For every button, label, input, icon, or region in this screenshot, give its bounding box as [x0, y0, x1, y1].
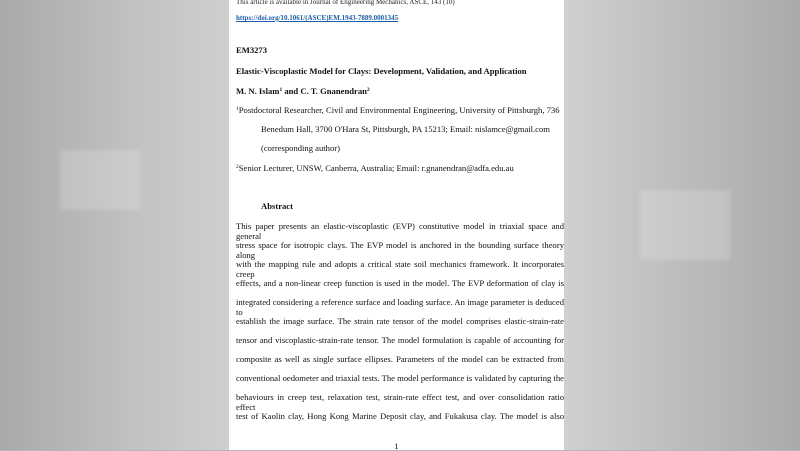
author-and: and — [282, 86, 301, 96]
abstract-line: with the mapping rule and adopts a critical state soil mechanics framework. It incorporates creep — [236, 259, 564, 279]
abstract-line: composite as well as single surface ellipses. Parameters of the model can be extracted from — [236, 354, 564, 364]
affiliation-1-line-2: Benedum Hall, 3700 O'Hara St, Pittsburgh, PA 15213; Email: nislamce@gmail.com — [261, 124, 550, 134]
affiliation-2-sup: 2 — [236, 164, 239, 170]
author-1-sup: 1 — [279, 87, 283, 93]
doi-link[interactable]: https://doi.org/10.1061/(ASCE)EM.1943-7889.0001345 — [236, 14, 399, 22]
journal-note: This article is available in Journal of Engineering Mechanics, ASCE, 143 (10) — [236, 0, 455, 6]
affiliation-1-sup: 1 — [236, 106, 239, 112]
affiliation-2-line-1: $^2$Senior Lecturer, UNSW, Canberra, Australia; Email: r.gnanendran@adfa.edu.au — [236, 163, 514, 173]
abstract-line: integrated considering a reference surface and loading surface. An image parameter is deduced to — [236, 297, 564, 317]
abstract-line: effects, and a non-linear creep function is used in the model. The EVP deformation of clay is — [236, 278, 564, 288]
document-page — [229, 0, 564, 450]
abstract-heading: Abstract — [261, 201, 293, 211]
author-2-sup: 2 — [366, 87, 370, 93]
author-1: M. N. Islam — [236, 86, 280, 96]
abstract-line: stress space for isotropic clays. The EVP model is anchored in the bounding surface theory along — [236, 240, 564, 260]
affiliation-1-line-3: (corresponding author) — [261, 143, 340, 153]
abstract-line: This paper presents an elastic-viscoplastic (EVP) constitutive model in triaxial space and general — [236, 221, 564, 241]
background-ghost-block — [60, 150, 140, 210]
abstract-line: behaviours in creep test, relaxation test, strain-rate effect test, and over consolidation ratio effect — [236, 392, 564, 412]
abstract-line: tensor and viscoplastic-strain-rate tensor. The model formulation is capable of accounting for — [236, 335, 564, 345]
page-number: 1 — [394, 441, 399, 451]
abstract-line: test of Kaolin clay, Hong Kong Marine Deposit clay, and Fukakusa clay. The model is also — [236, 411, 564, 421]
abstract-line: establish the image surface. The strain rate tensor of the model comprises elastic-strain-rate — [236, 316, 564, 326]
abstract-line: conventional oedometer and triaxial tests. The model performance is validated by capturing the — [236, 373, 564, 383]
paper-id: EM3273 — [236, 45, 268, 55]
viewer-background-left — [0, 0, 229, 450]
background-ghost-block — [640, 190, 730, 260]
affiliation-1-line-1: $^1$Postdoctoral Researcher, Civil and Environmental Engineering, University of Pittsburgh, 736 — [236, 105, 560, 115]
paper-title: Elastic-Viscoplastic Model for Clays: Development, Validation, and Application — [236, 66, 527, 76]
author-2: C. T. Gnanendran — [300, 86, 367, 96]
author-line — [236, 86, 370, 96]
